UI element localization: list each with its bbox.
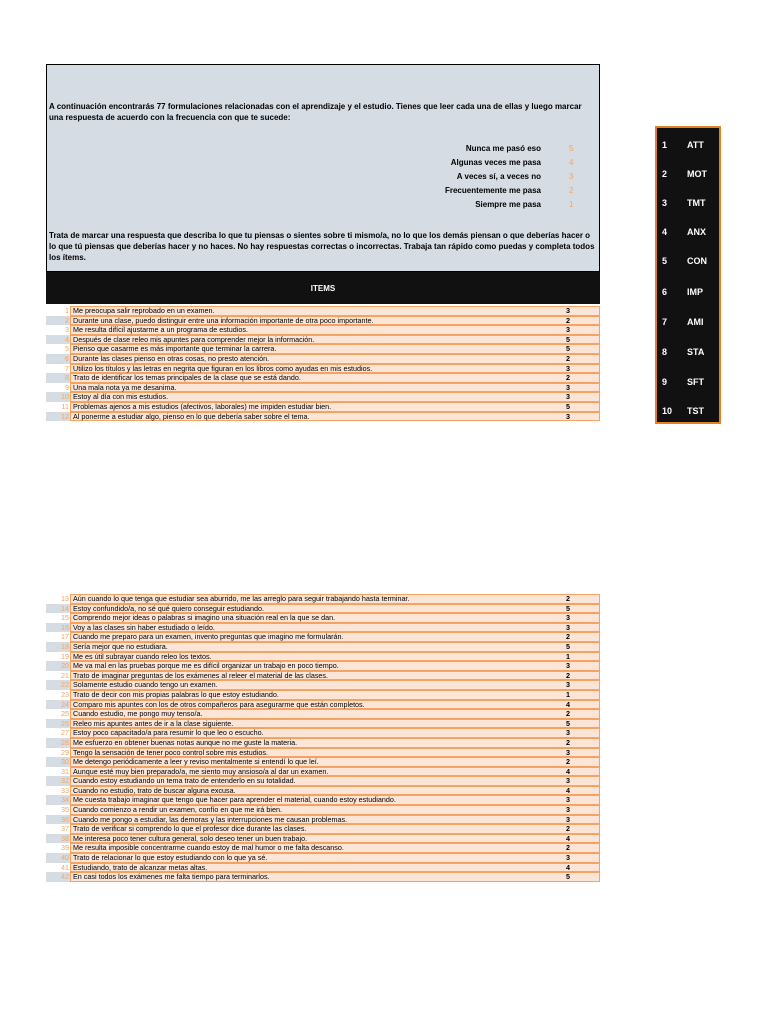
scale-code: SFT (687, 377, 704, 387)
scale-number: 5 (662, 256, 668, 266)
item-answer[interactable]: 2 (566, 373, 570, 383)
item-answer[interactable]: 1 (566, 651, 570, 661)
item-text: En casi todos los exámenes me falta tiempo para terminarlos. (73, 872, 270, 882)
table-row (46, 700, 600, 710)
item-number: 4 (46, 335, 70, 345)
table-row (46, 690, 600, 700)
item-number: 18 (46, 642, 70, 652)
table-row (46, 412, 600, 422)
item-number: 12 (46, 412, 70, 422)
item-answer[interactable]: 2 (566, 670, 570, 680)
item-number: 31 (61, 766, 69, 776)
scale-number: 4 (662, 227, 668, 237)
item-answer[interactable]: 3 (566, 411, 570, 421)
items-header: ITEMS (46, 272, 600, 304)
item-text: Sería mejor que no estudiara. (73, 641, 168, 651)
scale-code: TST (687, 406, 704, 416)
scale-item (657, 219, 719, 245)
table-row (46, 392, 600, 402)
items-table-top (46, 306, 600, 421)
item-text: Trato de decir con mis propias palabras lo que estoy estudiando. (73, 689, 279, 699)
item-answer[interactable]: 2 (566, 737, 570, 747)
item-answer[interactable]: 3 (566, 680, 570, 690)
item-text: Cuando me preparo para un examen, invento preguntas que imagino me formularán. (73, 632, 344, 642)
scale-item (657, 248, 719, 274)
item-text: Estoy poco capacitado/a para resumir lo que leo o escucho. (73, 728, 264, 738)
table-row (46, 632, 600, 642)
item-text: Durante las clases pienso en otras cosas, no presto atención. (73, 353, 270, 363)
scale-code: ATT (687, 140, 704, 150)
table-row (46, 594, 600, 604)
item-answer[interactable]: 4 (566, 862, 570, 872)
item-answer[interactable]: 3 (566, 853, 570, 863)
scale-code: CON (687, 256, 707, 266)
scale-label: Algunas veces me pasa (450, 158, 541, 167)
table-row (46, 872, 600, 882)
scale-label: Nunca me pasó eso (465, 144, 541, 153)
item-answer[interactable]: 3 (566, 325, 570, 335)
item-number: 11 (61, 401, 69, 411)
item-number: 23 (61, 689, 69, 699)
item-text: Me resulta difícil ajustarme a un programa de estudios. (73, 325, 248, 335)
scale-number: 7 (662, 317, 668, 327)
item-answer[interactable]: 4 (566, 833, 570, 843)
item-answer[interactable]: 3 (566, 613, 570, 623)
scale-number: 8 (662, 347, 668, 357)
item-number: 13 (61, 594, 69, 603)
item-number: 22 (46, 680, 70, 690)
item-text: Pienso que casarme es más importante que terminar la carrera. (73, 344, 277, 354)
table-row (46, 364, 600, 374)
scale-code: ANX (687, 227, 707, 237)
item-text: Comparo mis apuntes con los de otros compañeros para asegurarme que están completos. (73, 699, 365, 709)
item-text: Me resulta imposible concentrarme cuando estoy de mal humor o me falta descanso. (73, 843, 344, 853)
item-answer[interactable]: 3 (566, 363, 570, 373)
item-text: Después de clase releo mis apuntes para comprender mejor la información. (73, 334, 315, 344)
item-answer[interactable]: 5 (566, 641, 570, 651)
item-text: Aunque esté muy bien preparado/a, me siento muy ansioso/a al dar un examen. (73, 766, 329, 776)
item-text: Cuando estoy estudiando un tema trato de entenderlo en su totalidad. (73, 776, 296, 786)
item-number: 8 (46, 373, 70, 383)
item-text: Trato de identificar los temas principales de la clase que se está dando. (73, 373, 301, 383)
scale-code: TMT (687, 198, 706, 208)
table-row (46, 843, 600, 853)
item-text: Me interesa poco tener cultura general, solo deseo tener un buen trabajo. (73, 833, 308, 843)
table-row (46, 325, 600, 335)
table-row (46, 623, 600, 633)
item-answer[interactable]: 2 (566, 824, 570, 834)
item-answer[interactable]: 2 (566, 709, 570, 719)
item-number: 9 (65, 382, 69, 392)
item-text: Me preocupa salir reprobado en un examen. (73, 306, 215, 315)
scale-item (657, 161, 719, 187)
table-row (46, 767, 600, 777)
table-row (46, 728, 600, 738)
item-text: Me cuesta trabajo imaginar que tengo que hacer para aprender el material, cuando estoy estudiando. (73, 795, 396, 805)
item-number: 6 (46, 354, 70, 364)
item-text: Utilizo los títulos y las letras en negrita que figuran en los libros como ayudas en mis estudios. (73, 363, 373, 373)
item-text: Me va mal en las pruebas porque me es difícil organizar un trabajo en poco tiempo. (73, 661, 339, 671)
scale-label: Frecuentemente me pasa (444, 186, 541, 195)
scale-label: A veces sí, a veces no (456, 172, 541, 181)
item-answer[interactable]: 2 (566, 632, 570, 642)
item-text: Durante una clase, puedo distinguir entre una información importante de otra poco importante. (73, 315, 374, 325)
item-answer[interactable]: 2 (566, 757, 570, 767)
item-answer[interactable]: 3 (566, 392, 570, 402)
item-answer[interactable]: 1 (566, 689, 570, 699)
item-number: 29 (61, 747, 69, 757)
scale-number: 1 (662, 140, 668, 150)
item-number: 26 (46, 719, 70, 729)
scale-value: 4 (569, 158, 574, 167)
scale-code: AMI (687, 317, 704, 327)
scale-value: 5 (569, 144, 574, 153)
item-text: Cuando me pongo a estudiar, las demoras y las interrupciones me causan problemas. (73, 814, 348, 824)
scale-code: IMP (687, 287, 704, 297)
item-number: 38 (46, 834, 70, 844)
item-text: Me detengo periódicamente a leer y reviso mentalmente si entendí lo que leí. (73, 757, 319, 767)
item-answer[interactable]: 5 (566, 718, 570, 728)
instructions-paragraph-2: Trata de marcar una respuesta que describa lo que tu piensas o sientes sobre ti mismo/a, no lo que los demás piensan o que deberías hacer o lo que tú piensas que deberías hacer y no haces. No hay respuestas correctas o incorrectas. Trabaja tan rápido como puedas y completa todos los ítems. (49, 231, 595, 262)
instructions-paragraph-1: A continuación encontrarás 77 formulaciones relacionadas con el aprendizaje y el estudio. Tienes que leer cada una de ellas y luego marcar una respuesta de acuerdo con la frecuencia con que te sucede: (49, 102, 582, 122)
scale-value: 2 (569, 186, 574, 195)
scale-number: 10 (662, 406, 673, 416)
scale-row (47, 199, 599, 210)
item-answer[interactable]: 4 (566, 699, 570, 709)
item-number: 2 (46, 316, 70, 326)
scale-item (657, 398, 719, 424)
instructions-box (46, 64, 600, 272)
table-row (46, 757, 600, 767)
table-row (46, 344, 600, 354)
item-text: Me esfuerzo en obtener buenas notas aunque no me guste la materia. (73, 737, 298, 747)
item-text: Aún cuando lo que tenga que estudiar sea aburrido, me las arreglo para seguir trabajando hasta terminar. (73, 594, 410, 603)
scale-number: 3 (662, 198, 668, 208)
item-answer[interactable]: 5 (566, 872, 570, 882)
item-number: 15 (61, 613, 69, 623)
item-answer[interactable]: 3 (566, 805, 570, 815)
item-number: 30 (46, 757, 70, 767)
scale-item (657, 132, 719, 158)
item-number: 36 (46, 815, 70, 825)
item-text: Tengo la sensación de tener poco control sobre mis estudios. (73, 747, 268, 757)
item-number: 28 (46, 738, 70, 748)
scale-value: 1 (569, 200, 574, 209)
item-text: Estoy al día con mis estudios. (73, 392, 169, 402)
table-row (46, 642, 600, 652)
item-number: 1 (65, 306, 69, 315)
table-row (46, 680, 600, 690)
table-row (46, 652, 600, 662)
table-row (46, 863, 600, 873)
item-text: Solamente estudio cuando tengo un examen. (73, 680, 218, 690)
item-number: 7 (65, 363, 69, 373)
item-number: 40 (46, 853, 70, 863)
item-text: Al ponerme a estudiar algo, pienso en lo que debería saber sobre el tema. (73, 411, 310, 421)
item-text: Una mala nota ya me desanima. (73, 382, 177, 392)
item-number: 27 (61, 728, 69, 738)
table-row (46, 402, 600, 412)
item-answer[interactable]: 3 (566, 814, 570, 824)
item-number: 5 (65, 344, 69, 354)
scale-row (47, 171, 599, 182)
table-row (46, 316, 600, 326)
table-row (46, 776, 600, 786)
item-answer[interactable]: 5 (566, 401, 570, 411)
scale-row (47, 157, 599, 168)
item-answer[interactable]: 3 (566, 728, 570, 738)
item-text: Problemas ajenos a mis estudios (afectivos, laborales) me impiden estudiar bien. (73, 401, 332, 411)
table-row (46, 719, 600, 729)
item-answer[interactable]: 3 (566, 306, 570, 315)
item-answer[interactable]: 4 (566, 785, 570, 795)
scale-value: 3 (569, 172, 574, 181)
item-answer[interactable]: 2 (566, 594, 570, 603)
scale-item (657, 279, 719, 305)
item-number: 41 (61, 862, 69, 872)
table-row (46, 709, 600, 719)
table-row (46, 824, 600, 834)
item-answer[interactable]: 3 (566, 776, 570, 786)
item-text: Cuando no estudio, trato de buscar alguna excusa. (73, 785, 236, 795)
scale-code: STA (687, 347, 705, 357)
scale-item (657, 369, 719, 395)
scale-item (657, 190, 719, 216)
table-row (46, 306, 600, 316)
item-number: 42 (46, 872, 70, 882)
item-text: Voy a las clases sin haber estudiado o leído. (73, 622, 215, 632)
item-number: 24 (46, 700, 70, 710)
item-text: Estoy confundido/a, no sé qué quiero conseguir estudiando. (73, 603, 265, 613)
item-number: 34 (46, 795, 70, 805)
table-row (46, 853, 600, 863)
item-answer[interactable]: 3 (566, 661, 570, 671)
item-number: 37 (61, 824, 69, 834)
item-answer[interactable]: 3 (566, 382, 570, 392)
table-row (46, 604, 600, 614)
item-number: 33 (61, 785, 69, 795)
item-number: 20 (46, 661, 70, 671)
item-answer[interactable]: 2 (566, 315, 570, 325)
item-number: 19 (61, 651, 69, 661)
table-row (46, 815, 600, 825)
table-row (46, 671, 600, 681)
item-number: 10 (46, 392, 70, 402)
item-number: 21 (61, 670, 69, 680)
table-row (46, 613, 600, 623)
table-row (46, 354, 600, 364)
scale-item (657, 309, 719, 335)
item-text: Me es útil subrayar cuando releo los textos. (73, 651, 212, 661)
table-row (46, 795, 600, 805)
item-number: 35 (61, 805, 69, 815)
scale-code: MOT (687, 169, 707, 179)
item-answer[interactable]: 5 (566, 344, 570, 354)
item-number: 32 (46, 776, 70, 786)
scale-row (47, 185, 599, 196)
table-row (46, 834, 600, 844)
scale-row (47, 143, 599, 154)
item-answer[interactable]: 3 (566, 747, 570, 757)
item-text: Estudiando, trato de alcanzar metas altas. (73, 862, 208, 872)
item-answer[interactable]: 5 (566, 603, 570, 613)
table-row (46, 383, 600, 393)
item-answer[interactable]: 2 (566, 843, 570, 853)
table-row (46, 805, 600, 815)
item-number: 17 (61, 632, 69, 642)
scale-number: 9 (662, 377, 668, 387)
item-number: 14 (46, 604, 70, 614)
scale-number: 2 (662, 169, 668, 179)
item-text: Trato de relacionar lo que estoy estudiando con lo que ya sé. (73, 853, 268, 863)
item-text: Cuando estudio, me pongo muy tenso/a. (73, 709, 203, 719)
item-number: 25 (61, 709, 69, 719)
table-row (46, 748, 600, 758)
item-number: 39 (61, 843, 69, 853)
item-answer[interactable]: 4 (566, 766, 570, 776)
scale-label: Siempre me pasa (475, 200, 541, 209)
item-answer[interactable]: 2 (566, 353, 570, 363)
table-row (46, 661, 600, 671)
table-row (46, 738, 600, 748)
item-number: 3 (65, 325, 69, 335)
item-text: Comprendo mejor ideas o palabras si imagino una situación real en la que se dan. (73, 613, 336, 623)
item-answer[interactable]: 3 (566, 795, 570, 805)
item-text: Releo mis apuntes antes de ir a la clase siguiente. (73, 718, 234, 728)
item-text: Cuando comienzo a rendir un examen, confío en que me irá bien. (73, 805, 282, 815)
item-text: Trato de imaginar preguntas de los exámenes al releer el material de las clases. (73, 670, 329, 680)
item-answer[interactable]: 3 (566, 622, 570, 632)
items-table-bottom (46, 594, 600, 882)
item-answer[interactable]: 5 (566, 334, 570, 344)
scale-item (657, 339, 719, 365)
table-row (46, 373, 600, 383)
item-text: Trato de verificar si comprendo lo que el profesor dice durante las clases. (73, 824, 307, 834)
item-number: 16 (46, 623, 70, 633)
scales-legend (655, 126, 721, 424)
scale-number: 6 (662, 287, 668, 297)
table-row (46, 786, 600, 796)
table-row (46, 335, 600, 345)
